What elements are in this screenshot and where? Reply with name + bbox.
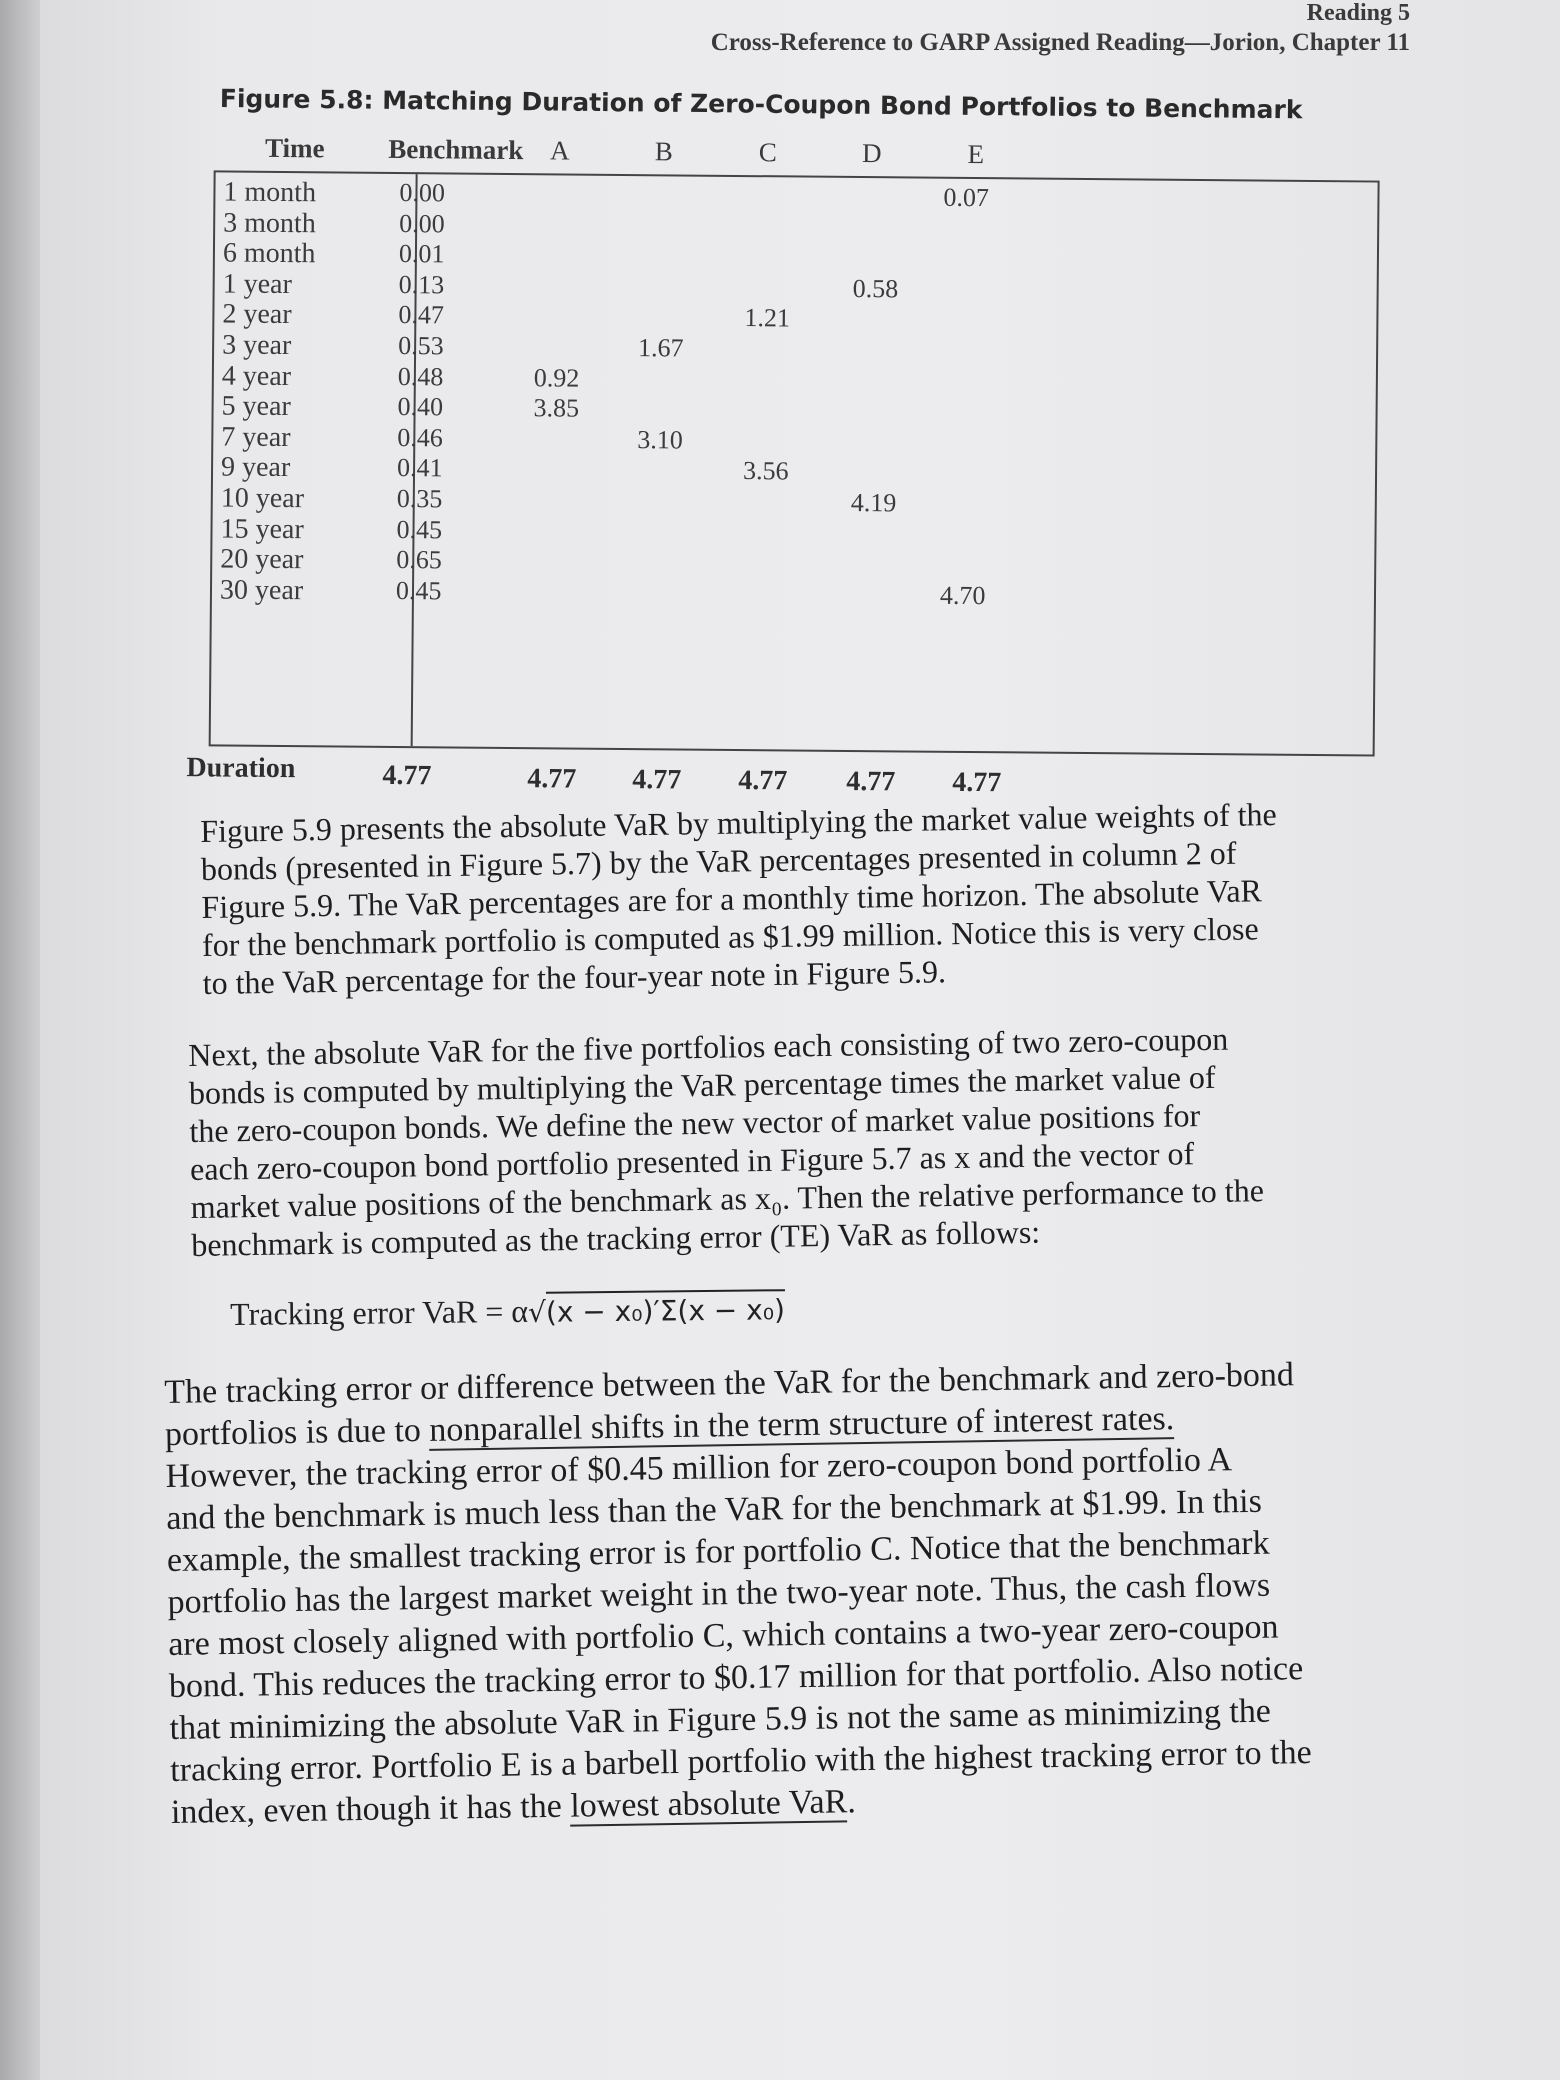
text-line: Figure 5.9. The VaR percentages are for a monthly time horizon. The absolute VaR: [201, 872, 1263, 925]
text-line: Figure 5.9 presents the absolute VaR by multiplying the market value weights of the: [200, 796, 1277, 849]
text-line: The tracking error or difference between the VaR for the benchmark and zero-bond: [164, 1356, 1295, 1411]
text-line: for the benchmark portfolio is computed as $1.99 million. Notice this is very close: [201, 910, 1259, 963]
text-line: and the benchmark is much less than the VaR for the benchmark at $1.99. In this: [166, 1482, 1263, 1537]
duration-d: 4.77: [846, 765, 896, 798]
text-line: bonds (presented in Figure 5.7) by the VaR percentages presented in column 2 of: [200, 834, 1237, 887]
text-line: the zero-coupon bonds. We define the new vector of market value positions for: [189, 1097, 1201, 1149]
value-cell-a: 3.85: [533, 393, 580, 423]
value-cell-benchmark: 0.47: [398, 300, 445, 330]
text-line: However, the tracking error of $0.45 million for zero-coupon bond portfolio A: [165, 1441, 1233, 1495]
pen-underline-text: lowest absolute VaR: [570, 1783, 848, 1825]
reading-number: Reading 5: [1306, 0, 1410, 26]
col-head-b: B: [654, 136, 673, 167]
time-cell: 15 year: [220, 513, 304, 545]
col-head-benchmark: Benchmark: [388, 133, 524, 166]
text-segment: portfolios is due to: [164, 1411, 430, 1453]
duration-benchmark: 4.77: [382, 759, 432, 792]
value-cell-a: 0.92: [533, 362, 580, 393]
value-cell-benchmark: 0.35: [396, 484, 443, 514]
col-head-c: C: [758, 137, 777, 168]
paragraph-3: [164, 1354, 1313, 1834]
duration-b: 4.77: [632, 764, 682, 796]
text-segment: index, even though it has the: [170, 1787, 571, 1831]
pen-underline-text: nonparallel shifts in the term structure of interest rates.: [429, 1400, 1175, 1449]
text-line: example, the smallest tracking error is for portfolio C. Notice that the benchmark: [166, 1524, 1270, 1579]
value-cell-benchmark: 0.41: [396, 453, 443, 483]
col-head-time: Time: [264, 132, 325, 164]
running-head: [711, 0, 1410, 57]
tracking-error-formula: [230, 1290, 785, 1333]
value-cell-benchmark: 0.13: [398, 269, 445, 300]
col-head-e: E: [967, 138, 985, 170]
value-cell-c: 1.21: [744, 303, 791, 333]
text-line: to the VaR percentage for the four-year note in Figure 5.9.: [202, 953, 947, 1001]
text-line: tracking error. Portfolio E is a barbell portfolio with the highest tracking error to the: [169, 1734, 1312, 1789]
text-line: bonds is computed by multiplying the VaR percentage times the market value of: [188, 1058, 1216, 1111]
value-cell-d: 4.19: [850, 487, 897, 518]
time-cell: 30 year: [219, 574, 304, 606]
value-cell-benchmark: 0.45: [395, 575, 442, 606]
duration-e: 4.77: [952, 766, 1002, 799]
time-cell: 3 year: [222, 329, 292, 362]
text-line: benchmark is computed as the tracking error (TE) VaR as follows:: [191, 1213, 1041, 1263]
col-head-d: D: [861, 138, 882, 169]
text-line: bond. This reduces the tracking error to $0.17 million for that portfolio. Also notice: [168, 1650, 1304, 1705]
time-cell: 6 month: [222, 237, 316, 270]
text-line: market value positions of the benchmark as x₀. Then the relative performance to the: [190, 1172, 1265, 1225]
duration-label: Duration: [186, 752, 296, 785]
value-cell-benchmark: 0.40: [397, 392, 444, 422]
time-cell: 3 month: [223, 207, 316, 239]
time-cell: 10 year: [220, 482, 305, 515]
figure-title: Figure 5.8: Matching Duration of Zero-Coupon Bond Portfolios to Benchmark: [219, 84, 1303, 125]
value-cell-b: 1.67: [638, 333, 684, 363]
table-frame: [209, 170, 1380, 756]
value-cell-benchmark: 0.53: [398, 331, 444, 361]
text-line: are most closely aligned with portfolio C, which contains a two-year zero-coupon: [167, 1608, 1279, 1663]
time-cell: 7 year: [221, 421, 291, 453]
time-cell: 5 year: [221, 390, 291, 423]
value-cell-benchmark: 0.65: [396, 545, 442, 575]
figure-table: [162, 132, 1358, 802]
paragraph-1: [200, 795, 1279, 1002]
time-cell: 1 year: [222, 268, 292, 300]
value-cell-benchmark: 0.00: [399, 178, 446, 208]
value-cell-c: 3.56: [742, 456, 789, 486]
time-cell: 2 year: [222, 298, 292, 331]
duration-c: 4.77: [738, 765, 788, 797]
text-line: that minimizing the absolute VaR in Figure 5.9 is not the same as minimizing the: [169, 1692, 1272, 1747]
duration-a: 4.77: [527, 763, 577, 795]
text-segment: .: [846, 1783, 857, 1821]
value-cell-e: 4.70: [939, 580, 986, 610]
text-line: portfolio has the largest market weight in the two-year note. Thus, the cash flows: [167, 1566, 1271, 1621]
paragraph-2: [188, 1019, 1265, 1264]
value-cell-benchmark: 0.46: [397, 422, 443, 453]
value-cell-e: 0.07: [943, 182, 990, 213]
formula-radicand: (x − x₀)′Σ(x − x₀): [546, 1289, 785, 1329]
time-cell: 1 month: [223, 176, 317, 209]
value-cell-benchmark: 0.01: [398, 239, 445, 269]
formula-lhs: Tracking error VaR = α: [230, 1292, 529, 1332]
text-line: Next, the absolute VaR for the five portfolios each consisting of two zero-coupon: [188, 1020, 1229, 1073]
cross-reference: Cross-Reference to GARP Assigned Reading—Jorion, Chapter 11: [710, 29, 1410, 56]
value-cell-benchmark: 0.45: [396, 514, 443, 544]
time-cell: 20 year: [220, 543, 304, 576]
value-cell-benchmark: 0.48: [397, 361, 444, 392]
value-cell-benchmark: 0.00: [399, 208, 445, 239]
book-page: [40, 0, 1560, 2080]
text-line: each zero-coupon bond portfolio presented in Figure 5.7 as x and the vector of: [189, 1135, 1195, 1187]
time-cell: 9 year: [220, 451, 291, 484]
sqrt-sign: √: [527, 1295, 547, 1329]
time-cell: 4 year: [221, 360, 292, 392]
value-cell-d: 0.58: [852, 273, 899, 304]
value-cell-b: 3.10: [637, 424, 683, 455]
col-head-a: A: [549, 135, 570, 166]
